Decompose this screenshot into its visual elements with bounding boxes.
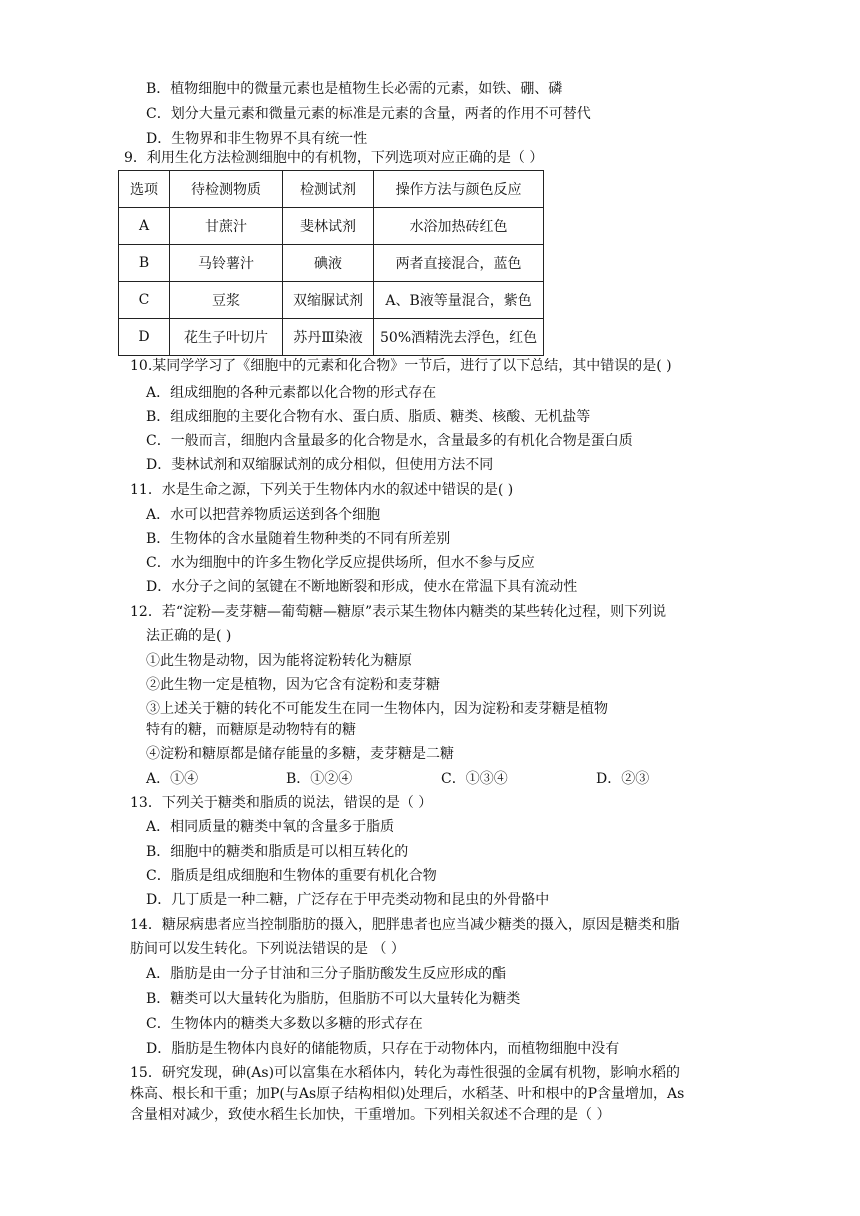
table-row bbox=[119, 319, 544, 356]
table-cell: 碘液 bbox=[283, 245, 374, 282]
q14-option-b: B．糖类可以大量转化为脂肪，但脂肪不可以大量转化为糖类 bbox=[146, 991, 521, 1007]
table-cell: 苏丹Ⅲ染液 bbox=[283, 319, 374, 356]
q10-option-a: A．组成细胞的各种元素都以化合物的形式存在 bbox=[146, 385, 437, 401]
q11-option-b: B．生物体的含水量随着生物种类的不同有所差别 bbox=[146, 531, 451, 547]
q12-option-b: B．①②④ bbox=[286, 771, 353, 787]
table-header-cell: 操作方法与颜色反应 bbox=[374, 171, 544, 208]
q13-option-b: B．细胞中的糖类和脂质是可以相互转化的 bbox=[146, 844, 409, 860]
q10-stem: 10.某同学学习了《细胞中的元素和化合物》一节后，进行了以下总结，其中错误的是( ) bbox=[130, 358, 672, 374]
table-row bbox=[119, 208, 544, 245]
q8-option-c: C．划分大量元素和微量元素的标准是元素的含量，两者的作用不可替代 bbox=[146, 106, 591, 122]
q11-option-c: C．水为细胞中的许多生物化学反应提供场所，但水不参与反应 bbox=[146, 555, 535, 571]
table-cell: C bbox=[119, 282, 170, 319]
q12-stem: 12．若“淀粉—麦芽糖—葡萄糖—糖原”表示某生物体内糖类的某些转化过程，则下列说 bbox=[130, 604, 667, 620]
table-header-cell: 待检测物质 bbox=[170, 171, 283, 208]
table-cell: 花生子叶切片 bbox=[170, 319, 283, 356]
q13-option-a: A．相同质量的糖类中氧的含量多于脂质 bbox=[146, 819, 395, 835]
q11-stem: 11．水是生命之源，下列关于生物体内水的叙述中错误的是( ) bbox=[130, 482, 514, 498]
table-cell: 水浴加热砖红色 bbox=[374, 208, 544, 245]
q12-statement-2: ②此生物一定是植物，因为它含有淀粉和麦芽糖 bbox=[146, 677, 440, 693]
q11-option-d: D．水分子之间的氢键在不断地断裂和形成，使水在常温下具有流动性 bbox=[146, 579, 578, 595]
q12-statement-3-cont: 特有的糖，而糖原是动物特有的糖 bbox=[146, 722, 356, 738]
table-cell: 双缩脲试剂 bbox=[283, 282, 374, 319]
table-cell: 两者直接混合，蓝色 bbox=[374, 245, 544, 282]
q14-option-c: C．生物体内的糖类大多数以多糖的形式存在 bbox=[146, 1016, 423, 1032]
table-cell: A bbox=[119, 208, 170, 245]
q13-stem: 13．下列关于糖类和脂质的说法，错误的是（ ） bbox=[130, 795, 433, 811]
table-cell: 50%酒精洗去浮色，红色 bbox=[374, 319, 544, 356]
table-cell: 甘蔗汁 bbox=[170, 208, 283, 245]
q12-stem-cont: 法正确的是( ) bbox=[146, 628, 232, 644]
table-header-cell: 选项 bbox=[119, 171, 170, 208]
table-row bbox=[119, 245, 544, 282]
q8-option-d: D．生物界和非生物界不具有统一性 bbox=[146, 131, 368, 147]
q14-stem-cont: 肪间可以发生转化。下列说法错误的是 （ ） bbox=[130, 941, 405, 957]
q13-option-d: D．几丁质是一种二糖，广泛存在于甲壳类动物和昆虫的外骨骼中 bbox=[146, 892, 550, 908]
table-header-cell: 检测试剂 bbox=[283, 171, 374, 208]
table-cell: 马铃薯汁 bbox=[170, 245, 283, 282]
q10-option-d: D．斐林试剂和双缩脲试剂的成分相似，但使用方法不同 bbox=[146, 457, 494, 473]
table-cell: A、B液等量混合，紫色 bbox=[374, 282, 544, 319]
table-row bbox=[119, 282, 544, 319]
q9-table bbox=[118, 170, 544, 356]
q9-stem: 9．利用生化方法检测细胞中的有机物，下列选项对应正确的是（ ） bbox=[124, 150, 544, 166]
q12-option-c: C．①③④ bbox=[441, 771, 508, 787]
q13-option-c: C．脂质是组成细胞和生物体的重要有机化合物 bbox=[146, 868, 437, 884]
q15-stem-cont2: 含量相对减少，致使水稻生长加快，干重增加。下列相关叙述不合理的是（ ） bbox=[130, 1107, 611, 1123]
q12-option-d: D．②③ bbox=[596, 771, 650, 787]
q12-statement-1: ①此生物是动物，因为能将淀粉转化为糖原 bbox=[146, 653, 412, 669]
q12-statement-4: ④淀粉和糖原都是储存能量的多糖，麦芽糖是二糖 bbox=[146, 746, 454, 762]
q15-stem: 15．研究发现，砷(As)可以富集在水稻体内，转化为毒性很强的金属有机物，影响水稻的 bbox=[130, 1065, 681, 1081]
table-cell: 豆浆 bbox=[170, 282, 283, 319]
q10-option-b: B．组成细胞的主要化合物有水、蛋白质、脂质、糖类、核酸、无机盐等 bbox=[146, 409, 591, 425]
q12-statement-3: ③上述关于糖的转化不可能发生在同一生物体内，因为淀粉和麦芽糖是植物 bbox=[146, 701, 608, 717]
q12-option-a: A．①④ bbox=[146, 771, 199, 787]
table-cell: 斐林试剂 bbox=[283, 208, 374, 245]
q11-option-a: A．水可以把营养物质运送到各个细胞 bbox=[146, 507, 381, 523]
q14-option-a: A．脂肪是由一分子甘油和三分子脂肪酸发生反应形成的酯 bbox=[146, 966, 507, 982]
table-cell: D bbox=[119, 319, 170, 356]
q14-stem: 14．糖尿病患者应当控制脂肪的摄入，肥胖患者也应当减少糖类的摄入，原因是糖类和脂 bbox=[130, 917, 680, 933]
q10-option-c: C．一般而言，细胞内含量最多的化合物是水，含量最多的有机化合物是蛋白质 bbox=[146, 433, 633, 449]
q15-stem-cont: 株高、根长和干重；加P(与As原子结构相似)处理后，水稻茎、叶和根中的P含量增加，As bbox=[130, 1086, 685, 1102]
table-cell: B bbox=[119, 245, 170, 282]
q8-option-b: B．植物细胞中的微量元素也是植物生长必需的元素，如铁、硼、磷 bbox=[146, 81, 563, 97]
q14-option-d: D．脂肪是生物体内良好的储能物质，只存在于动物体内，而植物细胞中没有 bbox=[146, 1041, 620, 1057]
table-header-row bbox=[119, 171, 544, 208]
